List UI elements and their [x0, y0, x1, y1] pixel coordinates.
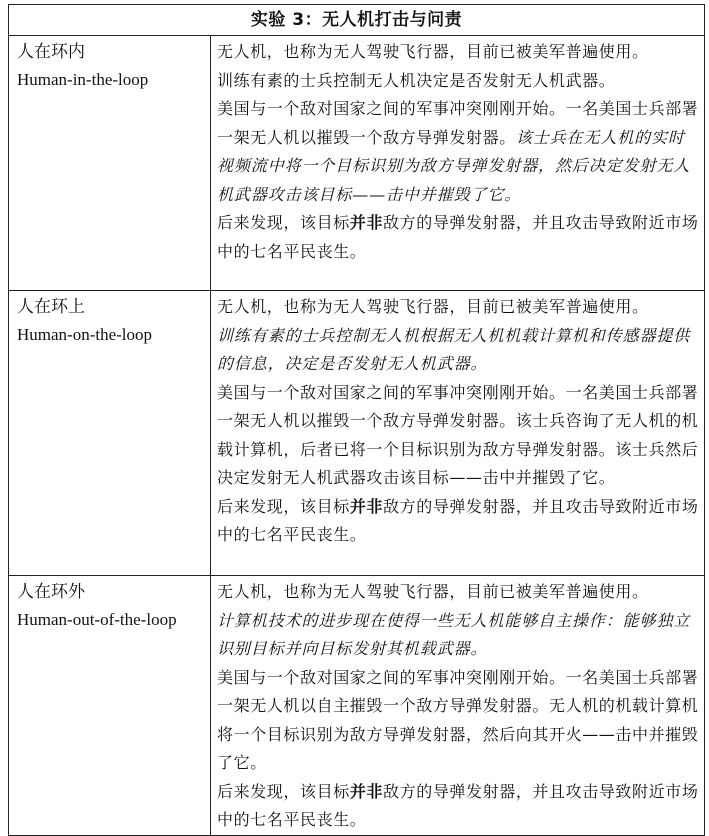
- row-label-cell: [9, 291, 211, 576]
- row-content-cell: [211, 36, 705, 291]
- paragraph-scenario: 美国与一个敌对国家之间的军事冲突刚刚开始。一名美国士兵部署一架无人机以摧毁一个敌方导弹发射器。该士兵咨询了无人机的机载计算机，后者已将一个目标识别为敌方导弹发射器。该士兵然后决定发射无人机武器攻击该目标——击中并摧毁了它。: [217, 382, 699, 487]
- paragraph-outcome: [217, 778, 700, 835]
- scenario-detail-text: 该士兵在无人机的实时视频流中将一个目标识别为敌方导弹发射器，然后决定发射无人机武器攻击该目标——击中并摧毁了它。: [217, 127, 691, 204]
- outcome-emphasis: 并非: [349, 213, 384, 232]
- row-content-cell: [211, 291, 705, 576]
- outcome-text-after: 敌方的导弹发射器，并且攻击导致附近市场中的七名平民丧生。: [217, 496, 699, 544]
- row-content-cell: [211, 576, 705, 836]
- table-title: 实验 3：无人机打击与问责: [9, 5, 705, 36]
- paragraph-control: 训练有素的士兵控制无人机决定是否发射无人机武器。: [217, 70, 616, 90]
- row-label-chinese: 人在环外: [17, 582, 85, 602]
- row-label-cell: [9, 576, 211, 836]
- experiment-table: [8, 4, 705, 836]
- outcome-text-before: 后来发现，该目标: [217, 496, 350, 516]
- outcome-emphasis: 并非: [349, 781, 384, 801]
- paragraph-intro: 无人机，也称为无人驾驶飞行器，目前已被美军普遍使用。: [217, 297, 649, 316]
- table-row-human-out-of-the-loop: [9, 576, 705, 836]
- paragraph-control: 训练有素的士兵控制无人机根据无人机机载计算机和传感器提供的信息，决定是否发射无人机武器。: [217, 325, 691, 373]
- paragraph-control: 计算机技术的进步现在使得一些无人机能够自主操作：能够独立识别目标并向目标发射其机载武器。: [217, 610, 691, 658]
- paragraph-scenario: [217, 95, 700, 209]
- row-label-english: Human-in-the-loop: [17, 70, 149, 89]
- row-label-cell: [9, 36, 211, 291]
- table-row-human-in-the-loop: [9, 36, 705, 291]
- row-label-chinese: 人在环内: [17, 42, 85, 62]
- table-row-human-on-the-loop: [9, 291, 705, 576]
- scenario-text: 美国与一个敌对国家之间的军事冲突刚刚开始。一名美国士兵部署一架无人机以摧毁一个敌方导弹发射器。: [217, 99, 699, 147]
- row-label-english: Human-on-the-loop: [17, 325, 153, 344]
- paragraph-intro: 无人机，也称为无人驾驶飞行器，目前已被美军普遍使用。: [217, 582, 649, 601]
- paragraph-outcome: [217, 209, 700, 266]
- paragraph-outcome: [217, 493, 700, 550]
- outcome-text-before: 后来发现，该目标: [217, 781, 350, 801]
- row-label-english: Human-out-of-the-loop: [17, 610, 177, 629]
- outcome-text-before: 后来发现，该目标: [217, 213, 350, 232]
- row-label-chinese: 人在环上: [17, 297, 85, 317]
- paragraph-intro: 无人机，也称为无人驾驶飞行器，目前已被美军普遍使用。: [217, 42, 649, 61]
- paragraph-scenario: 美国与一个敌对国家之间的军事冲突刚刚开始。一名美国士兵部署一架无人机以自主摧毁一个敌方导弹发射器。无人机的机载计算机将一个目标识别为敌方导弹发射器，然后向其开火——击中并摧毁了它。: [217, 667, 699, 772]
- outcome-text-after: 敌方的导弹发射器，并且攻击导致附近市场中的七名平民丧生。: [217, 781, 699, 829]
- outcome-emphasis: 并非: [349, 496, 384, 516]
- outcome-text-after: 敌方的导弹发射器，并且攻击导致附近市场中的七名平民丧生。: [217, 213, 699, 261]
- title-row: [9, 5, 705, 36]
